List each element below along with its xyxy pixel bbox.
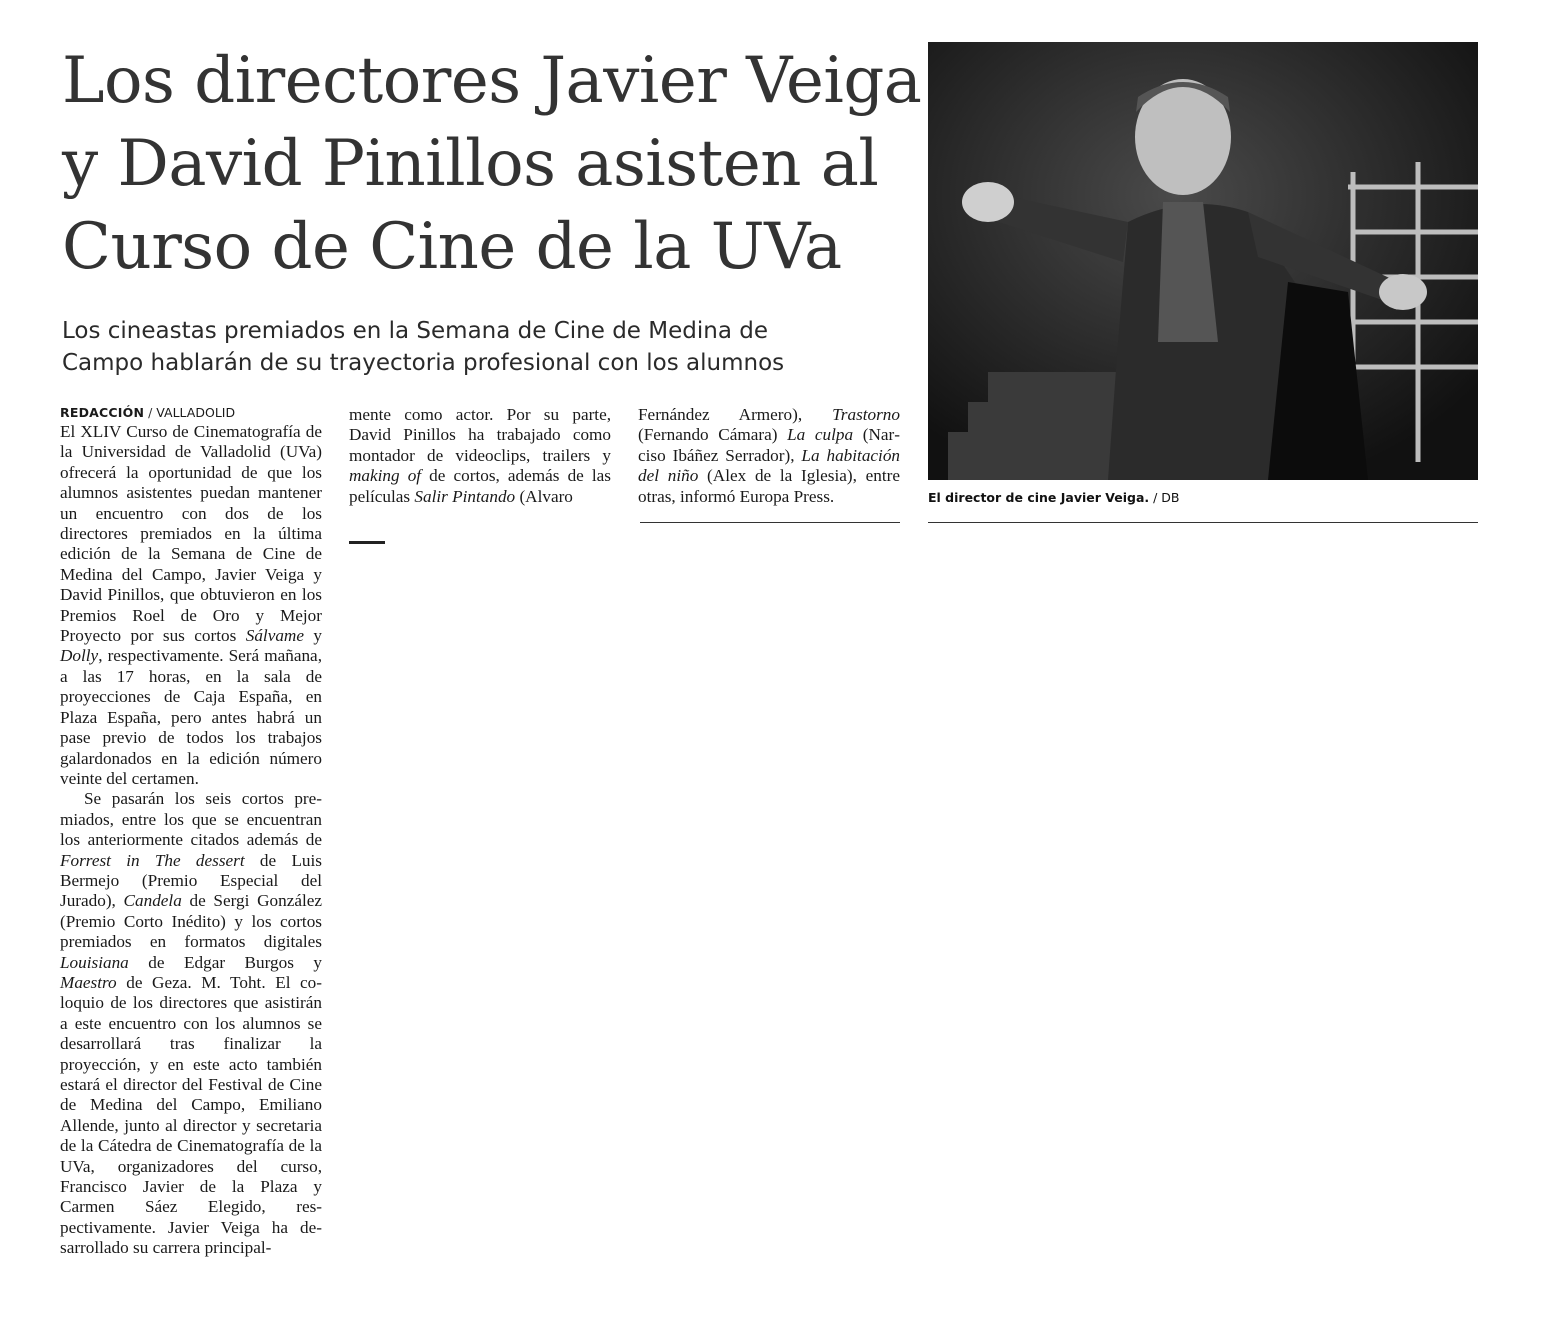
subhead-line-1: Los cineastas premiados en la Semana de Cine de Medina de xyxy=(62,318,768,344)
article-photo xyxy=(928,42,1478,480)
p2-text-d: de Edgar Burgos y xyxy=(128,952,322,972)
p2-text-c: de Sergi González (Premio Corto Inédito) y los cortos premiados en formatos digitales xyxy=(60,891,322,952)
col2-text-c: (Alvaro xyxy=(515,486,573,506)
end-mark xyxy=(349,541,385,544)
column-divider xyxy=(640,522,900,523)
p1-tail: , respectivamente. Será mañana, a las 17 horas, en la sala de proyecciones de Caja España, en Plaza España, pero antes habrá un pase previo de todos los trabajos galardonados en la edición número veinte del certamen. xyxy=(60,646,322,788)
term-making-of: making of xyxy=(349,466,422,486)
film-title-la-habitacion: La habitación del niño xyxy=(638,445,901,486)
body-column-3 xyxy=(638,405,900,507)
p2-text-a: Se pasarán los seis cortos premiados, entre los que se encuentran los anteriormente citados además de xyxy=(60,789,322,850)
byline-separator: / xyxy=(144,405,157,420)
photo-caption xyxy=(928,490,1478,505)
paragraph-2-cont xyxy=(349,405,611,507)
photo-javier-veiga-icon xyxy=(928,42,1478,480)
subheadline xyxy=(62,315,902,379)
caption-credit: / DB xyxy=(1149,490,1180,505)
subhead-line-2: Campo hablarán de su trayectoria profesional con los alumnos xyxy=(62,350,785,376)
film-title-trastorno: Trastorno xyxy=(832,405,900,424)
col3-text-d: (Alex de la Iglesia), entre otras, informó Europa Press. xyxy=(638,466,900,506)
body-column-1 xyxy=(60,405,322,1259)
p2-text-e: de Geza. M. Toht. El coloquio de los directores que asistirán a este encuentro con los alumnos se desarrollará tras finalizar la proyección, y en este acto también estará el director del Festival de Cine de Medina del Campo, Emiliano Allende, junto al director y secretaria de la Cátedra de Cinematografía de la UVa, organizadores del curso, Francisco Javier de la Plaza y Carmen Sáez Elegido, respectivamente. Javier Veiga ha desarrollado su carrera principal- xyxy=(60,972,322,1258)
film-title-salvame: Sálvame xyxy=(245,626,304,646)
byline-agency: REDACCIÓN xyxy=(60,405,145,420)
col3-text-b: (Fernando Cámara) xyxy=(638,425,788,445)
film-title-la-culpa: La culpa xyxy=(787,425,854,445)
byline-location: VALLADOLID xyxy=(156,405,236,420)
col2-text-b: de cortos, además de las películas xyxy=(349,466,611,506)
film-title-forrest: Forrest in The dessert xyxy=(60,850,245,870)
film-title-louisiana: Louisiana xyxy=(60,952,129,972)
film-title-salir-pintando: Salir Pintando xyxy=(414,486,516,506)
headline-line-3: Curso de Cine de la UVa xyxy=(62,210,842,284)
film-title-dolly: Dolly xyxy=(60,646,99,666)
col3-text-a: Fernández Armero), xyxy=(638,405,833,424)
paragraph-2-end xyxy=(638,405,900,507)
p2-text-b: de Luis Bermejo (Premio Especial del Jurado), xyxy=(60,850,322,911)
p1-text: El XLIV Curso de Cinematografía de la Universidad de Valladolid (UVa) ofrecerá la oportunidad de que los alumnos asistentes puedan mantener un encuentro con dos de los directores premiados en la última edición de la Semana de Cine de Medina del Campo, Javier Veiga y David Pinillos, que obtuvieron en los Premios Roel de Oro y Mejor Proyecto por sus cortos xyxy=(60,422,322,646)
headline-line-1: Los directores Javier Veiga xyxy=(62,44,922,118)
film-title-maestro: Maestro xyxy=(60,972,117,992)
col2-text-a: mente como actor. Por su parte, David Pinillos ha trabajado como montador de videoclips, trailers y xyxy=(349,405,611,465)
byline xyxy=(60,405,322,420)
film-title-candela: Candela xyxy=(123,891,182,911)
section-divider xyxy=(928,522,1478,523)
headline xyxy=(62,40,922,289)
p1-conj: y xyxy=(313,626,322,646)
col3-text-c: (Narciso Ibáñez Serrador), xyxy=(638,425,900,465)
paragraph-1 xyxy=(60,422,322,789)
headline-line-2: y David Pinillos asisten al xyxy=(62,127,879,201)
caption-text: El director de cine Javier Veiga. xyxy=(928,490,1150,505)
body-column-2 xyxy=(349,405,611,507)
paragraph-2 xyxy=(60,789,322,1258)
